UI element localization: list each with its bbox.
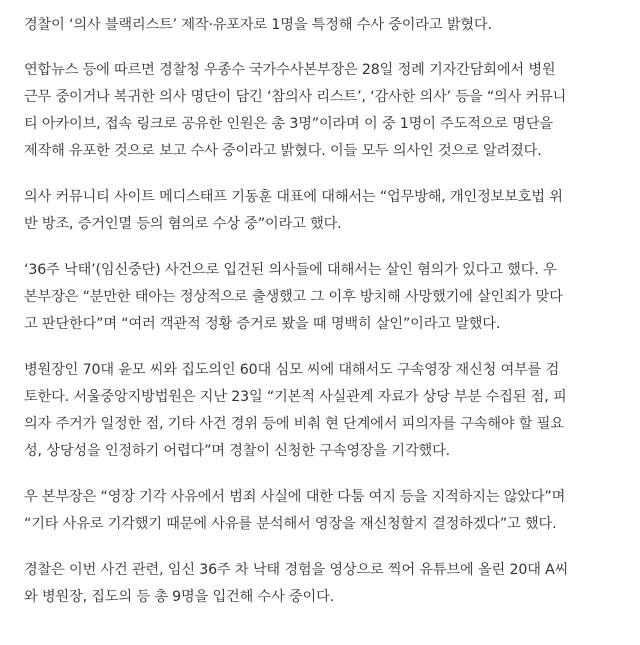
text-line: ‘36주 낙태’(임신중단) 사건으로 입건된 의사들에 대해서는 살인 혐의가 있다고 했다. 우 <box>24 262 557 278</box>
text-line: 경찰은 이번 사건 관련, 임신 36주 차 낙태 경험을 영상으로 찍어 유튜브에 올린 20대 A씨 <box>24 562 569 578</box>
paragraph-3 <box>24 184 616 238</box>
paragraph-2 <box>24 57 616 165</box>
text-line: 연합뉴스 등에 따르면 경찰청 우종수 국가수사본부장은 28일 정례 기자간담회에서 병원 <box>24 62 556 78</box>
text-line: 반 방조, 증거인멸 등의 혐의로 수상 중”이라고 했다. <box>24 216 342 232</box>
text-line: 성, 상당성을 인정하기 어렵다”며 경찰이 신청한 구속영장을 기각했다. <box>24 443 450 459</box>
text-line: 의자 주거가 일정한 점, 기타 사건 경위 등에 비춰 현 단계에서 피의자를 구속해야 할 필요 <box>24 416 564 432</box>
text-line: 병원장인 70대 윤모 씨와 집도의인 60대 심모 씨에 대해서도 구속영장 재신청 여부를 검 <box>24 362 560 378</box>
text-line: 토한다. 서울중앙지방법원은 지난 23일 “기본적 사실관계 자료가 상당 부분 수집된 점, 피 <box>24 389 567 405</box>
paragraph-7 <box>24 557 616 611</box>
paragraph-6 <box>24 484 616 538</box>
paragraph-5 <box>24 357 616 465</box>
text-line: 근무 중이거나 복귀한 의사 명단이 담긴 ‘참의사 리스트’, ‘감사한 의사’ 등을 “의사 커뮤니 <box>24 89 567 105</box>
text-line: 경찰이 ‘의사 블랙리스트’ 제작·유포자로 1명을 특정해 수사 중이라고 밝혔다. <box>24 17 492 33</box>
paragraph-4 <box>24 257 616 338</box>
text-line: 제작해 유포한 것으로 보고 수사 중이라고 밝혔다. 이들 모두 의사인 것으로 알려졌다. <box>24 143 542 159</box>
text-line: 고 판단한다”며 “여러 객관적 정황 증거로 봤을 때 명백히 살인”이라고 말했다. <box>24 316 501 332</box>
text-line: 티 아카이브, 접속 링크로 공유한 인원은 총 3명”이라며 이 중 1명이 주도적으로 명단을 <box>24 116 553 132</box>
text-line: 우 본부장은 “영장 기각 사유에서 범죄 사실에 대한 다툼 여지 등을 지적하지는 않았다”며 <box>24 489 566 505</box>
paragraph-1 <box>24 12 616 39</box>
text-line: 와 병원장, 집도의 등 총 9명을 입건해 수사 중이다. <box>24 589 335 605</box>
text-line: “기타 사유로 기각했기 때문에 사유를 분석해서 영장을 재신청할지 결정하겠다”고 했다. <box>24 516 557 532</box>
text-line: 본부장은 “분만한 태아는 정상적으로 출생했고 그 이후 방치해 사망했기에 살인죄가 맞다 <box>24 289 563 305</box>
text-line: 의사 커뮤니티 사이트 메디스태프 기동훈 대표에 대해서는 “업무방해, 개인정보보호법 위 <box>24 189 563 205</box>
